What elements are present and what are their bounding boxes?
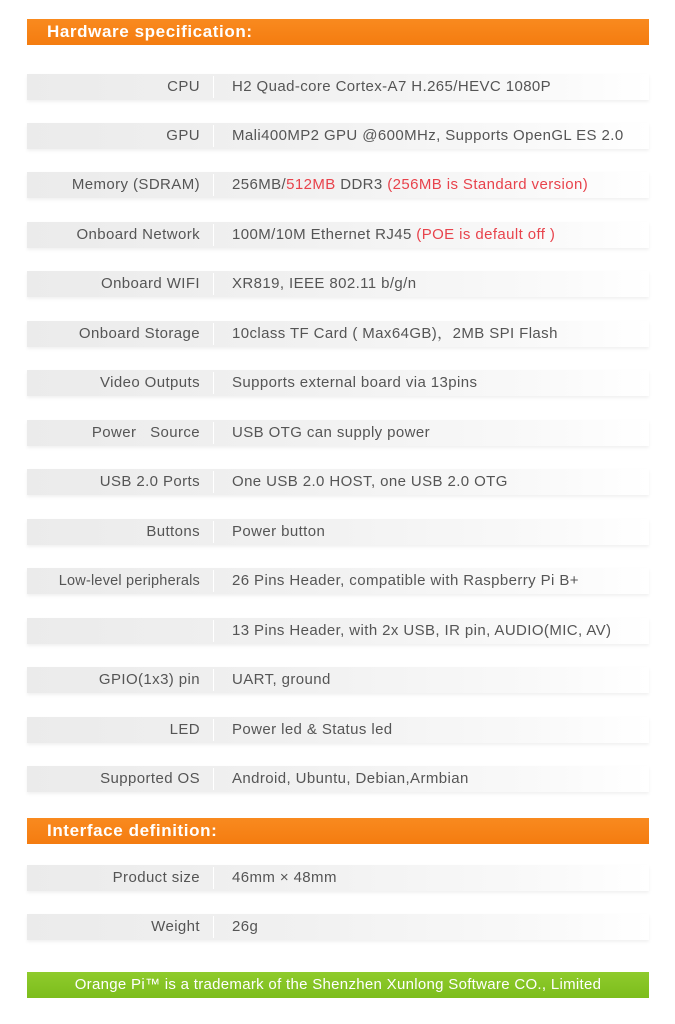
row-divider [213, 422, 214, 444]
spec-value: XR819, IEEE 802.11 b/g/n [232, 275, 417, 292]
spec-value: UART, ground [232, 671, 331, 688]
spec-value: H2 Quad-core Cortex-A7 H.265/HEVC 1080P [232, 78, 552, 95]
row-divider [213, 916, 214, 938]
spec-label: Supported OS [100, 770, 200, 787]
spec-label: Onboard Network [76, 226, 200, 243]
spec-row-led [27, 717, 649, 743]
memory-note: (256MB is Standard version) [387, 176, 589, 193]
spec-label: LED [169, 721, 200, 738]
spec-value: Power button [232, 523, 326, 540]
row-divider [213, 719, 214, 741]
row-divider [213, 521, 214, 543]
spec-label: USB 2.0 Ports [99, 473, 200, 490]
trademark-footer [27, 972, 649, 998]
spec-row-usb [27, 469, 649, 495]
spec-row-os [27, 766, 649, 792]
spec-row-storage [27, 321, 649, 347]
spec-value: Android, Ubuntu, Debian,Armbian [232, 770, 469, 787]
row-divider [213, 570, 214, 592]
hardware-spec-banner [27, 19, 649, 45]
spec-label: Product size [112, 869, 200, 886]
network-value-part: 100M/10M Ethernet RJ45 [232, 226, 417, 243]
spec-row-gpu [27, 123, 649, 149]
row-divider [213, 867, 214, 889]
spec-label: Onboard Storage [78, 325, 200, 342]
interface-definition-title: Interface definition: [47, 821, 218, 840]
row-divider [213, 224, 214, 246]
spec-value: 46mm × 48mm [232, 869, 337, 886]
spec-label: Weight [151, 918, 200, 935]
interface-definition-banner [27, 818, 649, 844]
row-divider [213, 372, 214, 394]
row-divider [213, 174, 214, 196]
spec-row-power [27, 420, 649, 446]
spec-value: 10class TF Card ( Max64GB)，2MB SPI Flash [232, 325, 558, 342]
spec-row-weight [27, 914, 649, 940]
row-divider [213, 620, 214, 642]
spec-label: CPU [167, 78, 200, 95]
spec-value: 26g [232, 918, 259, 935]
spec-value: One USB 2.0 HOST, one USB 2.0 OTG [232, 473, 508, 490]
row-divider [213, 76, 214, 98]
spec-row-video [27, 370, 649, 396]
spec-value [232, 172, 588, 198]
row-divider [213, 125, 214, 147]
spec-label: Memory (SDRAM) [71, 176, 200, 193]
spec-label: Buttons [146, 523, 200, 540]
spec-row-size [27, 865, 649, 891]
spec-label [27, 618, 200, 644]
spec-row-gpio [27, 667, 649, 693]
row-divider [213, 471, 214, 493]
spec-value [232, 222, 555, 248]
spec-row-cpu [27, 74, 649, 100]
spec-row-memory [27, 172, 649, 198]
spec-row-buttons [27, 519, 649, 545]
spec-row-network [27, 222, 649, 248]
spec-row-peripherals [27, 568, 649, 594]
spec-row-wifi [27, 271, 649, 297]
spec-row-peripherals-2 [27, 618, 649, 644]
spec-label: Onboard WIFI [101, 275, 200, 292]
spec-value: 13 Pins Header, with 2x USB, IR pin, AUDIO(MIC, AV) [232, 622, 612, 639]
row-divider [213, 323, 214, 345]
spec-value: 26 Pins Header, compatible with Raspberry Pi B+ [232, 572, 579, 589]
spec-value: Power led & Status led [232, 721, 393, 738]
hardware-spec-title: Hardware specification: [47, 22, 253, 41]
trademark-text: Orange Pi™ is a trademark of the Shenzhen Xunlong Software CO., Limited [74, 976, 602, 993]
spec-label: Power Source [91, 424, 200, 441]
row-divider [213, 273, 214, 295]
spec-value: Supports external board via 13pins [232, 374, 478, 391]
memory-value-part: DDR3 [335, 176, 388, 193]
spec-label: GPIO(1x3) pin [98, 671, 200, 688]
spec-label: Low-level peripherals [58, 573, 200, 589]
memory-value-highlight: 512MB [286, 176, 336, 193]
row-divider [213, 768, 214, 790]
network-note: (POE is default off ) [416, 226, 556, 243]
spec-value: Mali400MP2 GPU @600MHz, Supports OpenGL ES 2.0 [232, 127, 624, 144]
row-divider [213, 669, 214, 691]
spec-label: Video Outputs [100, 374, 200, 391]
spec-value: USB OTG can supply power [232, 424, 431, 441]
spec-label: GPU [166, 127, 200, 144]
memory-value-part: 256MB/ [232, 176, 287, 193]
